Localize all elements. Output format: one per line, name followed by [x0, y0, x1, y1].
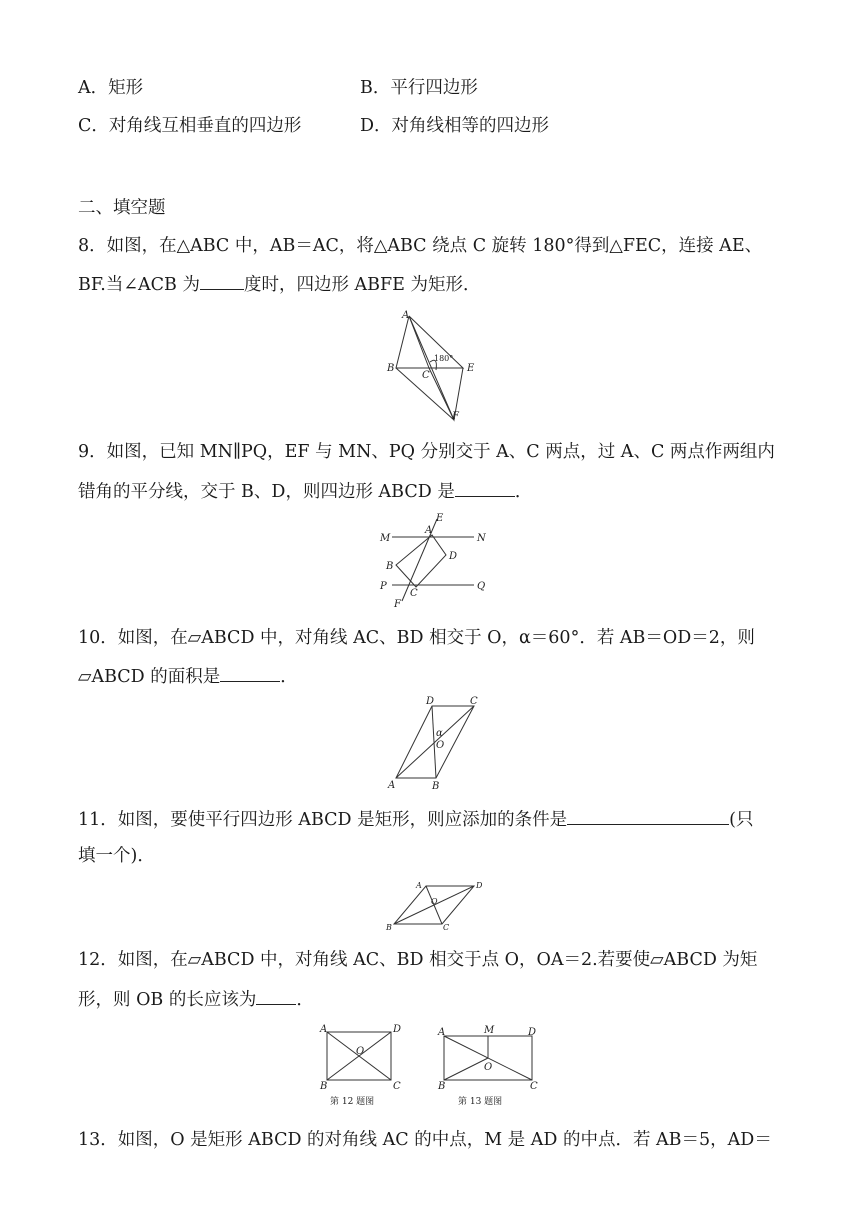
- q10-text-post: ．: [280, 667, 298, 687]
- q8-line2: [78, 271, 481, 297]
- q9-label-f: F: [394, 599, 401, 610]
- q12-line2: [78, 986, 314, 1012]
- q8-label-f: F: [452, 411, 459, 422]
- q13-caption: 第 13 题图: [458, 1097, 503, 1107]
- option-d: D．对角线相等的四边形: [360, 116, 550, 136]
- q13-label-d: D: [528, 1027, 537, 1038]
- q10-label-b: B: [432, 781, 440, 792]
- q12-label-o: O: [356, 1046, 365, 1057]
- q10-label-a: A: [388, 780, 396, 791]
- option-a: A．矩形: [78, 78, 144, 98]
- q9-label-n: N: [477, 533, 486, 544]
- q8-label-b: B: [387, 363, 395, 374]
- q8-line-ac: [409, 316, 429, 368]
- q11-text-pre: 11．如图，要使平行四边形 ABCD 是矩形，则应添加的条件是: [78, 810, 568, 830]
- q12-label-a: A: [320, 1024, 328, 1035]
- q13-label-c: C: [530, 1081, 538, 1092]
- q11-line2: 填一个)．: [78, 846, 155, 866]
- q8-label-angle: 180°: [434, 354, 454, 363]
- option-c: C．对角线互相垂直的四边形: [78, 116, 302, 136]
- q9-quad-abcd: [396, 535, 446, 587]
- q13-segment-bo: [444, 1058, 488, 1080]
- section-title: 二、填空题: [78, 198, 166, 218]
- q10-label-d: D: [426, 696, 435, 707]
- q8-line1: 8．如图，在△ABC 中，AB＝AC，将△ABC 绕点 C 旋转 180°得到△FEC，连接 AE、: [78, 236, 763, 256]
- q13-label-m: M: [484, 1025, 495, 1036]
- q10-figure: [384, 696, 494, 792]
- q13-line1: 13．如图，O 是矩形 ABCD 的对角线 AC 的中点，M 是 AD 的中点．若 AB＝5，AD＝: [78, 1130, 772, 1150]
- q10-line1: 10．如图，在▱ABCD 中，对角线 AC、BD 相交于 O，α＝60°．若 AB＝OD＝2，则: [78, 628, 755, 648]
- q12-label-b: B: [320, 1081, 328, 1092]
- q12-label-c: C: [393, 1081, 401, 1092]
- q12-line1: 12．如图，在▱ABCD 中，对角线 AC、BD 相交于点 O，OA＝2.若要使▱ABCD 为矩: [78, 950, 758, 970]
- q9-label-e: E: [436, 513, 444, 524]
- q11-label-o: O: [431, 897, 438, 906]
- q12-answer-blank[interactable]: [256, 986, 296, 1005]
- q9-label-b: B: [386, 561, 394, 572]
- q8-label-c: C: [422, 370, 430, 381]
- q9-answer-blank[interactable]: [455, 478, 515, 497]
- q13-figure: [432, 1022, 548, 1110]
- q11-figure: [384, 878, 484, 934]
- q9-line1: 9．如图，已知 MN∥PQ，EF 与 MN、PQ 分别交于 A、C 两点，过 A、C 两点作两组内: [78, 442, 775, 462]
- q12-caption: 第 12 题图: [330, 1097, 375, 1107]
- q9-label-p: P: [380, 581, 387, 592]
- q11-label-d: D: [476, 881, 483, 890]
- q8-label-a: A: [402, 310, 410, 321]
- q11-label-c: C: [443, 923, 450, 932]
- q10-line2: [78, 663, 298, 689]
- q8-answer-blank[interactable]: [200, 271, 244, 290]
- q12-text-post: ．: [296, 990, 314, 1010]
- q10-label-o: O: [436, 740, 445, 751]
- q12-text-pre: 形，则 OB 的长应该为: [78, 990, 257, 1010]
- q12-label-d: D: [393, 1024, 402, 1035]
- q8-line-cf: [429, 368, 454, 420]
- q8-label-e: E: [467, 363, 475, 374]
- q11-line1: [78, 806, 753, 832]
- q8-figure: [380, 308, 490, 423]
- q11-answer-blank[interactable]: [567, 806, 729, 825]
- q13-label-o: O: [484, 1062, 493, 1073]
- q10-label-alpha: α: [436, 728, 443, 739]
- q9-figure: [378, 513, 493, 608]
- q13-label-b: B: [438, 1081, 446, 1092]
- q8-text-post: 度时，四边形 ABFE 为矩形．: [243, 275, 481, 295]
- q9-label-q: Q: [477, 581, 486, 592]
- q9-text-post: ．: [514, 482, 533, 502]
- q9-label-m: M: [380, 533, 391, 544]
- q10-text-pre: ▱ABCD 的面积是: [78, 667, 221, 687]
- q8-text-pre: BF.当∠ACB 为: [78, 275, 200, 295]
- q10-answer-blank[interactable]: [220, 663, 280, 682]
- q13-label-a: A: [438, 1027, 446, 1038]
- q12-figure: [318, 1022, 408, 1110]
- q9-line2: [78, 478, 532, 504]
- q9-label-d: D: [449, 551, 458, 562]
- q9-label-a: A: [425, 525, 433, 536]
- option-b: B．平行四边形: [360, 78, 478, 98]
- q9-label-c: C: [410, 588, 418, 599]
- q10-label-c: C: [470, 696, 478, 707]
- q11-label-b: B: [386, 923, 392, 932]
- q11-text-post: (只: [729, 810, 754, 830]
- q11-label-a: A: [416, 881, 422, 890]
- q9-text-pre: 错角的平分线，交于 B、D，则四边形 ABCD 是: [78, 482, 455, 502]
